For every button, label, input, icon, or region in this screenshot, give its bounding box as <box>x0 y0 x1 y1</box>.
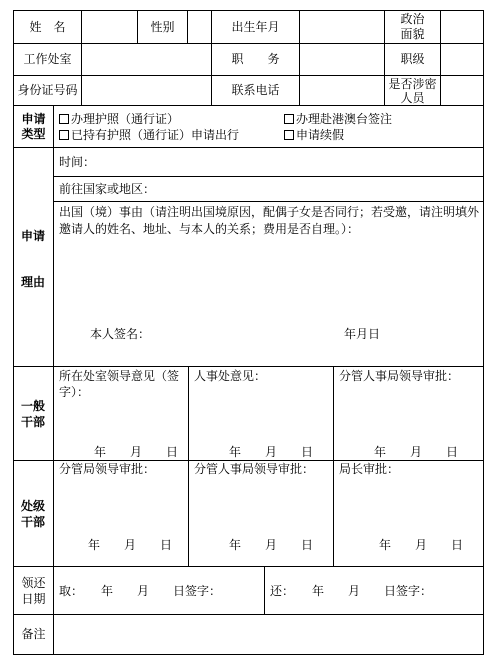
birth-field[interactable] <box>299 10 385 44</box>
secret-label: 是否涉密人员 <box>388 76 437 105</box>
general-dept-leader-box[interactable] <box>53 366 189 461</box>
option-passport-label: 办理护照（通行证） <box>71 112 180 126</box>
division-hr-bureau-date: 年 月 日 <box>229 538 314 552</box>
general-staff-label-cell <box>13 366 54 461</box>
birth-label: 出生年月 <box>231 19 280 34</box>
phone-field[interactable] <box>299 75 385 106</box>
cause-text: 出国（境）事由（请注明出国境原因，配偶子女是否同行；若受邀，请注明填外邀请人的姓名、地址、与本人的关系；费用是否自理。）： <box>59 205 480 236</box>
gender-label: 性别 <box>150 19 175 34</box>
general-hr-bureau-label: 分管人事局领导审批： <box>339 369 460 383</box>
general-dept-leader-date: 年 月 日 <box>94 445 179 459</box>
division-staff-label-cell <box>13 460 54 567</box>
general-hr-label: 人事处意见： <box>194 369 267 383</box>
dept-label-cell <box>13 43 82 76</box>
name-label: 姓 名 <box>29 19 66 34</box>
id-label: 身份证号码 <box>17 83 78 97</box>
division-director-date: 年 月 日 <box>379 538 464 552</box>
division-bureau-leader-label: 分管局领导审批： <box>59 462 156 476</box>
general-hr-box[interactable] <box>188 366 334 461</box>
political-label-cell <box>384 10 441 44</box>
dept-label: 工作处室 <box>23 52 72 66</box>
option-extend-leave-label: 申请续假 <box>296 128 345 142</box>
general-hr-bureau-box[interactable] <box>333 366 484 461</box>
reason-label-cell <box>13 147 54 367</box>
option-hk-macao-taiwan[interactable] <box>284 111 392 127</box>
rank-field[interactable] <box>440 43 484 76</box>
general-dept-leader-label: 所在处室领导意见（签字）： <box>59 369 180 399</box>
reason-label-b: 理由 <box>21 275 46 289</box>
id-label-cell <box>13 75 82 106</box>
destination-label: 前往国家或地区： <box>59 182 156 196</box>
division-bureau-leader-date: 年 月 日 <box>88 538 173 552</box>
political-field[interactable] <box>440 10 484 44</box>
passport-label-cell <box>13 566 54 615</box>
option-extend-leave[interactable] <box>284 127 344 143</box>
option-hk-macao-taiwan-label: 办理赴港澳台签注 <box>296 112 393 126</box>
checkbox-icon[interactable] <box>284 130 294 140</box>
secret-field[interactable] <box>440 75 484 106</box>
option-passport[interactable] <box>59 111 179 127</box>
checkbox-icon[interactable] <box>59 114 69 124</box>
general-hr-date: 年 月 日 <box>229 445 314 459</box>
checkbox-icon[interactable] <box>59 130 69 140</box>
position-field[interactable] <box>299 43 385 76</box>
time-label: 时间： <box>59 155 96 169</box>
phone-label-cell <box>211 75 300 106</box>
option-existing-passport-label: 已持有护照（通行证）申请出行 <box>71 128 240 142</box>
rank-label-cell <box>384 43 441 76</box>
dept-field[interactable] <box>81 43 212 76</box>
general-hr-bureau-date: 年 月 日 <box>374 445 459 459</box>
position-label: 职 务 <box>231 52 280 66</box>
division-staff-label-a: 处级 <box>21 499 46 513</box>
gender-label-cell <box>137 10 188 44</box>
position-label-cell <box>211 43 300 76</box>
option-existing-passport[interactable] <box>59 127 239 143</box>
signature-date-label: 年月日 <box>344 327 381 341</box>
return-text: 还： 年 月 日签字： <box>270 584 433 598</box>
passport-label-a: 领还 <box>21 575 46 590</box>
name-field[interactable] <box>81 10 138 44</box>
apply-type-options <box>53 105 484 148</box>
apply-type-label-cell <box>13 105 54 148</box>
id-field[interactable] <box>81 75 212 106</box>
remarks-label: 备注 <box>21 627 46 641</box>
reason-label-a: 申请 <box>21 229 46 243</box>
division-hr-bureau-label: 分管人事局领导审批： <box>194 462 315 476</box>
passport-label <box>21 575 47 607</box>
rank-label: 职级 <box>400 52 425 66</box>
collect-box[interactable] <box>53 566 265 615</box>
checkbox-icon[interactable] <box>284 114 294 124</box>
passport-label-b: 日期 <box>21 591 46 606</box>
collect-text: 取： 年 月 日签字： <box>59 584 222 598</box>
apply-type-label: 申请类型 <box>21 111 46 141</box>
birth-label-cell <box>211 10 300 44</box>
secret-label-cell <box>384 75 441 106</box>
division-bureau-leader-box[interactable] <box>53 460 189 567</box>
cause-area[interactable] <box>53 201 484 367</box>
gender-field[interactable] <box>187 10 212 44</box>
phone-label: 联系电话 <box>231 83 280 97</box>
general-staff-label-b: 干部 <box>21 415 46 429</box>
general-staff-label-a: 一般 <box>21 399 46 413</box>
remarks-label-cell <box>13 614 54 655</box>
time-row[interactable] <box>53 147 484 177</box>
division-director-box[interactable] <box>333 460 484 567</box>
remarks-field[interactable] <box>53 614 484 655</box>
name-label-cell <box>13 10 82 44</box>
division-director-label: 局长审批： <box>339 462 400 476</box>
signature-label: 本人签名： <box>90 327 151 341</box>
return-box[interactable] <box>264 566 484 615</box>
division-staff-label-b: 干部 <box>21 515 46 529</box>
political-label: 政治面貌 <box>400 12 425 41</box>
destination-row[interactable] <box>53 176 484 202</box>
division-hr-bureau-box[interactable] <box>188 460 334 567</box>
